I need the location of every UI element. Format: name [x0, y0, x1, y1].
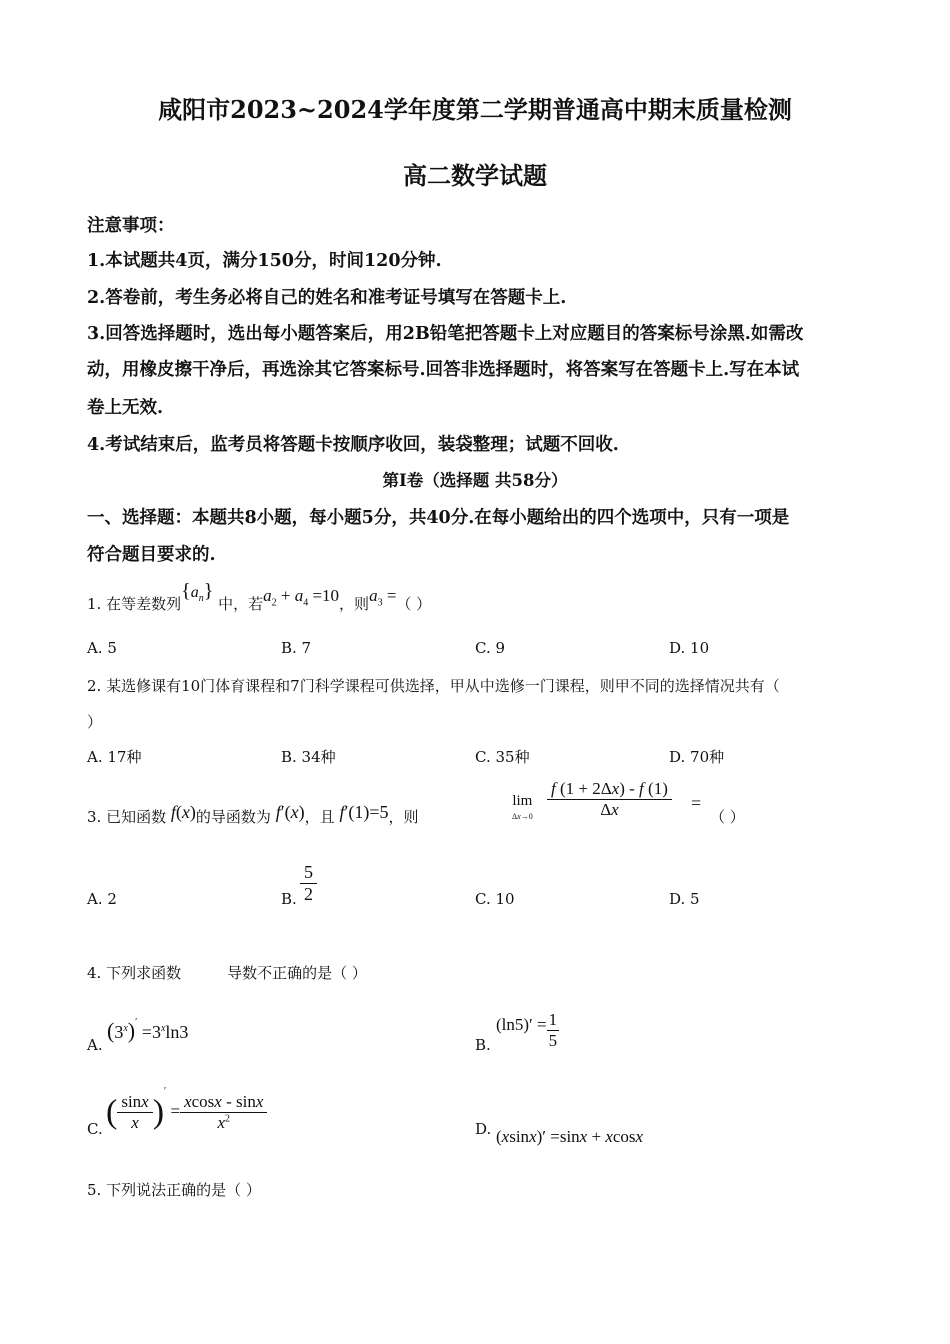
q1-option-d: D. 10: [669, 639, 710, 657]
q4-option-b-formula: (ln5)′ = $\frac{1}{5}$: [496, 1010, 558, 1050]
limit-operator: lim Δx→0: [512, 793, 533, 821]
q4-option-c-label: C.: [87, 1120, 103, 1138]
notice-item: 卷上无效.: [87, 398, 164, 418]
q2-option-d: D. 70种: [669, 748, 725, 766]
q4-option-c-formula: ( $\frac{\sin x}{x}$ )′ = $\frac{xcosx - \sin x}{x^2}$: [106, 1092, 267, 1133]
q1-option-a: A. 5: [87, 639, 117, 657]
exam-title: 咸阳市2023~2024学年度第二学期普通高中期末质量检测: [158, 95, 792, 124]
q3-answer-blank: （ ）: [710, 808, 745, 826]
q3-option-b-fraction: $\frac{5}{2}$: [300, 862, 317, 905]
q1-option-b: B. 7: [281, 639, 312, 657]
notice-item: 4.考试结束后，监考员将答题卡按顺序收回，装袋整理；试题不回收.: [87, 435, 619, 455]
q4-option-d-label: D.: [475, 1120, 492, 1138]
q4-option-a-label: A.: [87, 1036, 103, 1054]
q2-option-a: A. 17种: [87, 748, 142, 766]
part-heading: 第I卷（选择题 共58分）: [382, 471, 568, 490]
question-5: 5. 下列说法正确的是（ ）: [87, 1181, 261, 1199]
notice-item: 动，用橡皮擦干净后，再选涂其它答案标号.回答非选择题时，将答案写在答题卡上.写在本试: [87, 360, 800, 380]
limit-fraction: $\frac{f (1 + 2\Delta x) - f (1)}{\Delta x}$: [547, 779, 672, 820]
q4-option-b-label: B.: [475, 1036, 491, 1054]
question-1: 1. 在等差数列$\{a_n\}$ 中，若$a_2 + a_4 =10$，则$a_3$ =（ ）: [87, 580, 432, 613]
notice-item: 3.回答选择题时，选出每小题答案后，用2B铅笔把答题卡上对应题目的答案标号涂黑.如需改: [87, 324, 804, 344]
section-heading: 符合题目要求的.: [87, 545, 216, 565]
equals-sign: =: [691, 793, 702, 813]
q3-option-c: C. 10: [475, 890, 515, 908]
q3-option-b: B.: [281, 890, 297, 908]
question-2: 2. 某选修课有10门体育课程和7门科学课程可供选择，甲从中选修一门课程，则甲不同的选择情况共有（: [87, 677, 780, 695]
q3-option-d: D. 5: [669, 890, 700, 908]
question-4: 4. 下列求函数 导数不正确的是（ ）: [87, 964, 367, 982]
exam-subtitle: 高二数学试题: [403, 161, 547, 190]
notice-item: 1.本试题共4页，满分150分，时间120分钟.: [87, 251, 442, 271]
question-3: 3. 已知函数 f(x)的导函数为 f′(x)，且 f′(1)=5，则: [87, 802, 419, 826]
q2-option-b: B. 34种: [281, 748, 336, 766]
section-heading: 一、选择题：本题共8小题，每小题5分，共40分.在每小题给出的四个选项中，只有一项是: [87, 508, 790, 528]
q2-option-c: C. 35种: [475, 748, 530, 766]
q4-option-d-formula: (xsinx)′ =sinx + xcosx: [496, 1127, 644, 1146]
q4-option-a-formula: $(3^x)' =3^x\ln 3$: [107, 1017, 189, 1043]
notice-heading: 注意事项：: [87, 216, 175, 236]
question-2-continued: ）: [87, 713, 103, 731]
q3-option-a: A. 2: [87, 890, 117, 908]
notice-item: 2.答卷前，考生务必将自己的姓名和准考证号填写在答题卡上.: [87, 288, 567, 308]
q1-option-c: C. 9: [475, 639, 506, 657]
